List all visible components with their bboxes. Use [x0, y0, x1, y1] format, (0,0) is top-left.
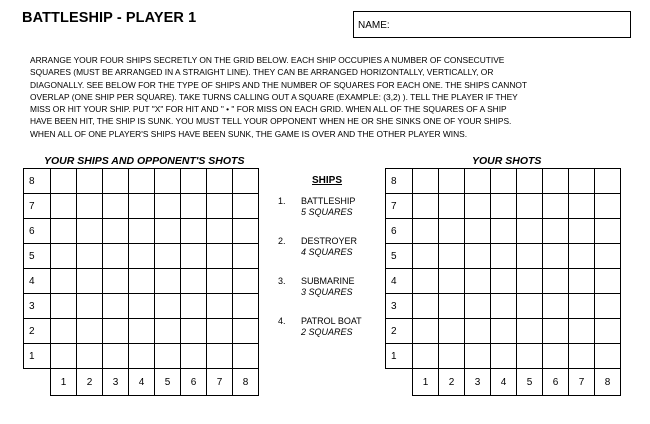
grid-cell[interactable] [103, 194, 129, 219]
grid-cell[interactable] [207, 244, 233, 269]
grid-cell[interactable] [51, 319, 77, 344]
grid-cell[interactable] [595, 194, 621, 219]
grid-cell[interactable] [569, 344, 595, 369]
instruction-line: HAVE BEEN HIT, THE SHIP IS SUNK. YOU MUST TELL YOUR OPPONENT WHEN HE OR SHE SINKS ONE OF YOUR SHIPS. [30, 116, 512, 127]
column-label: 3 [103, 369, 129, 396]
grid-cell[interactable] [77, 219, 103, 244]
grid-cell[interactable] [207, 269, 233, 294]
column-label: 5 [155, 369, 181, 396]
row-label: 4 [24, 269, 51, 294]
grid-cell[interactable] [181, 319, 207, 344]
grid-cell[interactable] [413, 194, 439, 219]
column-label: 1 [51, 369, 77, 396]
column-label: 8 [595, 369, 621, 396]
grid-cell[interactable] [207, 219, 233, 244]
own-ships-grid [23, 168, 259, 396]
column-label: 5 [517, 369, 543, 396]
corner-blank [386, 369, 413, 396]
ship-number: 2. [278, 236, 286, 246]
grid-cell[interactable] [413, 244, 439, 269]
grid-cell[interactable] [491, 244, 517, 269]
grid-cell[interactable] [103, 244, 129, 269]
grid-cell[interactable] [77, 169, 103, 194]
page-title: BATTLESHIP - PLAYER 1 [22, 10, 197, 26]
grid-cell[interactable] [439, 294, 465, 319]
grid-cell[interactable] [595, 244, 621, 269]
column-label: 2 [77, 369, 103, 396]
column-label: 4 [491, 369, 517, 396]
grid-cell[interactable] [491, 344, 517, 369]
grid-cell[interactable] [233, 169, 259, 194]
name-field[interactable] [353, 11, 631, 38]
grid-cell[interactable] [465, 294, 491, 319]
row-label: 5 [386, 244, 413, 269]
grid-cell[interactable] [491, 219, 517, 244]
grid-cell[interactable] [595, 344, 621, 369]
grid-cell[interactable] [233, 219, 259, 244]
grid-cell[interactable] [155, 194, 181, 219]
ship-number: 3. [278, 276, 286, 286]
grid-cell[interactable] [233, 269, 259, 294]
grid-cell[interactable] [155, 169, 181, 194]
grid-cell[interactable] [181, 194, 207, 219]
column-label: 8 [233, 369, 259, 396]
grid-cell[interactable] [413, 169, 439, 194]
grid-cell[interactable] [51, 269, 77, 294]
row-label: 6 [386, 219, 413, 244]
grid-cell[interactable] [595, 319, 621, 344]
grid-cell[interactable] [595, 269, 621, 294]
grid-cell[interactable] [233, 194, 259, 219]
grid-cell[interactable] [517, 194, 543, 219]
grid-cell[interactable] [77, 294, 103, 319]
grid-cell[interactable] [465, 319, 491, 344]
grid-cell[interactable] [181, 294, 207, 319]
grid-cell[interactable] [155, 344, 181, 369]
grid-cell[interactable] [129, 344, 155, 369]
grid-cell[interactable] [517, 294, 543, 319]
ship-size: 4 SQUARES [301, 247, 353, 257]
instruction-line: MISS OR HIT YOUR SHIP. PUT "X" FOR HIT AND " • " FOR MISS ON EACH GRID. WHEN ALL OF THE SQUARES OF A SHIP [30, 104, 507, 115]
grid-cell[interactable] [413, 294, 439, 319]
grid-cell[interactable] [51, 169, 77, 194]
grid-cell[interactable] [155, 244, 181, 269]
grid-cell[interactable] [595, 294, 621, 319]
grid-cell[interactable] [543, 269, 569, 294]
column-label: 7 [207, 369, 233, 396]
grid-cell[interactable] [233, 244, 259, 269]
grid-cell[interactable] [465, 169, 491, 194]
instruction-line: ARRANGE YOUR FOUR SHIPS SECRETLY ON THE GRID BELOW. EACH SHIP OCCUPIES A NUMBER OF CONSECUTIVE [30, 55, 505, 65]
grid-cell[interactable] [233, 344, 259, 369]
grid-cell[interactable] [129, 244, 155, 269]
grid-cell[interactable] [129, 194, 155, 219]
grid-cell[interactable] [517, 344, 543, 369]
grid-cell[interactable] [207, 194, 233, 219]
instructions [30, 54, 620, 140]
row-label: 6 [24, 219, 51, 244]
column-label: 7 [569, 369, 595, 396]
row-label: 1 [24, 344, 51, 369]
instruction-line: DIAGONALLY. SEE BELOW FOR THE TYPE OF SHIPS AND THE NUMBER OF SQUARES FOR EACH ONE. THE SHIPS CANNOT [30, 79, 528, 90]
ship-size: 3 SQUARES [301, 287, 353, 297]
row-label: 3 [24, 294, 51, 319]
grid-cell[interactable] [181, 244, 207, 269]
row-label: 7 [386, 194, 413, 219]
grid-cell[interactable] [465, 194, 491, 219]
grid-cell[interactable] [439, 169, 465, 194]
grid-cell[interactable] [103, 344, 129, 369]
grid-cell[interactable] [439, 219, 465, 244]
grid-cell[interactable] [543, 244, 569, 269]
grid-cell[interactable] [491, 294, 517, 319]
grid-cell[interactable] [569, 169, 595, 194]
grid-cell[interactable] [129, 219, 155, 244]
ship-number: 4. [278, 316, 286, 326]
grid-cell[interactable] [569, 319, 595, 344]
grid-cell[interactable] [569, 219, 595, 244]
row-label: 3 [386, 294, 413, 319]
grid-cell[interactable] [543, 344, 569, 369]
grid-cell[interactable] [413, 269, 439, 294]
grid-cell[interactable] [207, 294, 233, 319]
column-label: 6 [181, 369, 207, 396]
grid-cell[interactable] [103, 294, 129, 319]
grid-cell[interactable] [51, 294, 77, 319]
grid-cell[interactable] [181, 169, 207, 194]
right-grid-title: YOUR SHOTS [472, 155, 542, 167]
left-grid-title: YOUR SHIPS AND OPPONENT'S SHOTS [44, 155, 245, 167]
grid-cell[interactable] [129, 319, 155, 344]
grid-cell[interactable] [207, 169, 233, 194]
grid-cell[interactable] [413, 219, 439, 244]
row-label: 2 [24, 319, 51, 344]
grid-cell[interactable] [465, 244, 491, 269]
grid-cell[interactable] [491, 194, 517, 219]
corner-blank [24, 369, 51, 396]
column-label: 3 [465, 369, 491, 396]
grid-cell[interactable] [439, 194, 465, 219]
grid-cell[interactable] [543, 294, 569, 319]
grid-cell[interactable] [439, 244, 465, 269]
column-label: 6 [543, 369, 569, 396]
grid-cell[interactable] [51, 194, 77, 219]
row-label: 7 [24, 194, 51, 219]
column-label: 4 [129, 369, 155, 396]
instruction-line: WHEN ALL OF ONE PLAYER'S SHIPS HAVE BEEN SUNK, THE GAME IS OVER AND THE OTHER PLAYER WINS. [30, 128, 468, 139]
grid-cell[interactable] [543, 169, 569, 194]
grid-cell[interactable] [233, 319, 259, 344]
column-label: 2 [439, 369, 465, 396]
name-label: NAME: [358, 20, 390, 31]
grid-cell[interactable] [491, 319, 517, 344]
grid-cell[interactable] [181, 344, 207, 369]
ship-size: 5 SQUARES [301, 207, 353, 217]
grid-cell[interactable] [103, 169, 129, 194]
column-label: 1 [413, 369, 439, 396]
grid-cell[interactable] [439, 269, 465, 294]
grid-cell[interactable] [129, 269, 155, 294]
row-label: 5 [24, 244, 51, 269]
grid-cell[interactable] [207, 344, 233, 369]
grid-cell[interactable] [491, 169, 517, 194]
grid-cell[interactable] [439, 344, 465, 369]
grid-cell[interactable] [51, 244, 77, 269]
grid-cell[interactable] [569, 244, 595, 269]
grid-cell[interactable] [129, 169, 155, 194]
ship-name: PATROL BOAT [301, 316, 362, 326]
ship-number: 1. [278, 196, 286, 206]
grid-cell[interactable] [77, 244, 103, 269]
grid-cell[interactable] [77, 194, 103, 219]
grid-cell[interactable] [103, 269, 129, 294]
grid-cell[interactable] [491, 269, 517, 294]
row-label: 8 [24, 169, 51, 194]
grid-cell[interactable] [595, 219, 621, 244]
grid-cell[interactable] [155, 294, 181, 319]
grid-cell[interactable] [233, 294, 259, 319]
grid-cell[interactable] [439, 319, 465, 344]
grid-cell[interactable] [103, 319, 129, 344]
grid-cell[interactable] [465, 269, 491, 294]
row-label: 4 [386, 269, 413, 294]
shots-grid [385, 168, 621, 396]
grid-cell[interactable] [543, 319, 569, 344]
ship-name: DESTROYER [301, 236, 358, 246]
grid-cell[interactable] [595, 169, 621, 194]
grid-cell[interactable] [517, 169, 543, 194]
grid-cell[interactable] [413, 319, 439, 344]
grid-cell[interactable] [543, 194, 569, 219]
grid-cell[interactable] [77, 319, 103, 344]
grid-cell[interactable] [207, 319, 233, 344]
grid-cell[interactable] [517, 219, 543, 244]
grid-cell[interactable] [465, 344, 491, 369]
row-label: 8 [386, 169, 413, 194]
instruction-line: OVERLAP (ONE SHIP PER SQUARE). TAKE TURNS CALLING OUT A SQUARE (EXAMPLE: (3,2) ). TELL THE PLAYER IF THEY [30, 91, 518, 102]
grid-cell[interactable] [181, 219, 207, 244]
grid-cell[interactable] [465, 219, 491, 244]
grid-cell[interactable] [77, 269, 103, 294]
row-label: 1 [386, 344, 413, 369]
grid-cell[interactable] [543, 219, 569, 244]
grid-cell[interactable] [517, 269, 543, 294]
grid-cell[interactable] [569, 269, 595, 294]
grid-cell[interactable] [413, 344, 439, 369]
ships-heading: SHIPS [312, 175, 343, 186]
grid-cell[interactable] [155, 219, 181, 244]
grid-cell[interactable] [517, 244, 543, 269]
grid-cell[interactable] [103, 219, 129, 244]
grid-cell[interactable] [51, 219, 77, 244]
grid-cell[interactable] [129, 294, 155, 319]
grid-cell[interactable] [155, 269, 181, 294]
instruction-line: SQUARES (MUST BE ARRANGED IN A STRAIGHT LINE). THEY CAN BE ARRANGED HORIZONTALLY, VERTICALLY, OR [30, 67, 494, 78]
grid-cell[interactable] [155, 319, 181, 344]
grid-cell[interactable] [569, 294, 595, 319]
ship-name: BATTLESHIP [301, 196, 356, 206]
ship-size: 2 SQUARES [301, 327, 353, 337]
grid-cell[interactable] [51, 344, 77, 369]
grid-cell[interactable] [517, 319, 543, 344]
ship-name: SUBMARINE [301, 276, 355, 286]
row-label: 2 [386, 319, 413, 344]
grid-cell[interactable] [77, 344, 103, 369]
grid-cell[interactable] [569, 194, 595, 219]
grid-cell[interactable] [181, 269, 207, 294]
